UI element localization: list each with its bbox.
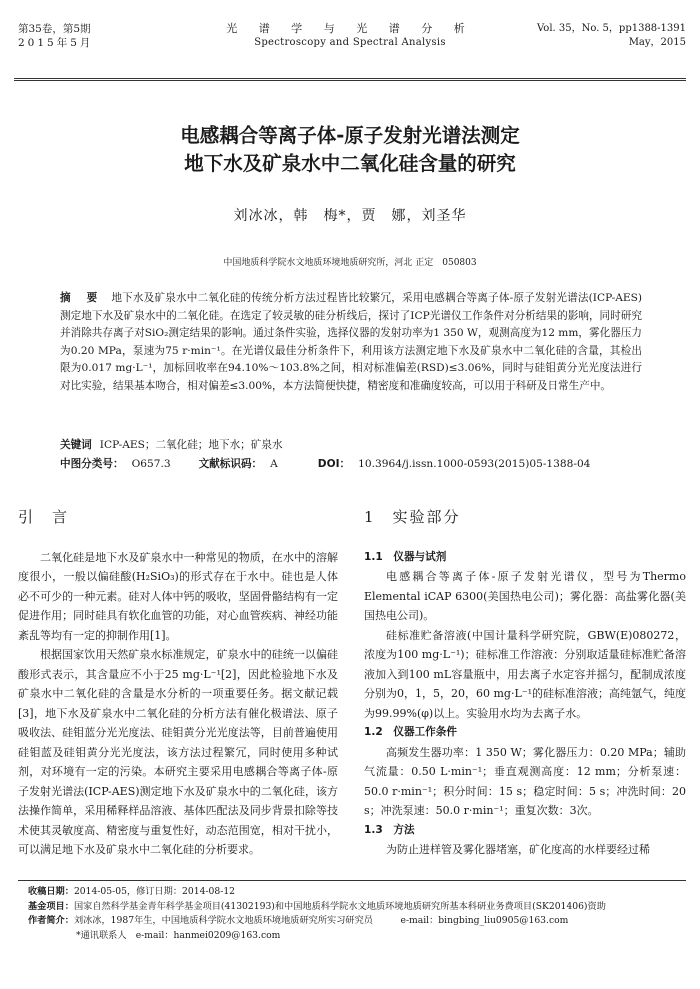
received-label: 收稿日期：	[28, 886, 74, 897]
received-text: 2014-05-05，修订日期：2014-08-12	[73, 886, 236, 897]
section-1-1-title: 1.1 仪器与试剂	[364, 550, 447, 563]
journal-name-en: Spectroscopy and Spectral Analysis	[254, 37, 446, 48]
header-volume-en	[537, 22, 686, 50]
section-1-2-title: 1.2 仪器工作条件	[364, 726, 457, 738]
authors: 刘冰冰，韩 梅*，贾 娜，刘圣华	[233, 208, 467, 224]
received-date	[28, 885, 684, 900]
doc-code-label: 文献标识码：	[198, 458, 263, 470]
title-line-2: 地下水及矿泉水中二氧化硅含量的研究	[184, 152, 516, 175]
date-en: May，2015	[628, 37, 686, 48]
fund-info	[28, 900, 684, 915]
corresponding-author: *通讯联系人 e-mail：hanmei0209@163.com	[76, 929, 281, 941]
volume-issue-zh: 第35卷，第5期	[18, 23, 91, 35]
section-1-2-paragraph: 高频发生器功率：1 350 W；雾化器压力：0.20 MPa；辅助气流量：0.50 L·min⁻¹；垂直观测高度：12 mm；分析泵速：50.0 r·min⁻¹；积分时间：15 s；稳定时间：5 s；冲洗时间：20 s；冲洗泵速：50.0 r·min⁻¹；重复次数：3次。	[364, 745, 686, 817]
author-label: 作者简介：	[28, 915, 74, 926]
section-1-1-paragraph-1: 电感耦合等离子体-原子发射光谱仪，型号为Thermo Elemental iCAP 6300(美国热电公司)；雾化器：高盐雾化器(美国热电公司)。	[364, 570, 686, 622]
footnote-rule	[18, 880, 686, 881]
fund-text: 国家自然科学基金青年科学基金项目(41302193)和中国地质科学院水文地质环境地质研究所基本科研业务费项目(SK201406)资助	[73, 900, 606, 912]
section-1-3-title: 1.3 方法	[364, 823, 415, 836]
experiment-heading: 1 实验部分	[364, 508, 461, 526]
keywords	[60, 437, 642, 453]
abstract-text: 地下水及矿泉水中二氧化硅的传统分析方法过程皆比较繁冗，采用电感耦合等离子体-原子发射光谱法(ICP-AES)测定地下水及矿泉水中的二氧化硅。在选定了较灵敏的硅分析线后，探讨了ICP光谱仪工作条件对分析结果的影响，同时研究并消除共存离子对SiO₂测定结果的影响。通过条件实验，选择仪器的发射功率为1 350 W，观测高度为12 mm，雾化器压力为0.20 MPa，泵速为75 r·min⁻¹。在光谱仪最佳分析条件下，利用该方法测定地下水及矿泉水中二氧化硅的含量，其检出限为0.017 mg·L⁻¹，加标回收率在94.10%～103.8%之间，相对标准偏差(RSD)≤3.06%，同时与硅钼黄分光光度法进行对比实验，结果基本吻合，相对偏差≤3.00%，本方法简便快捷，精密度和准确度较高，可以用于科研及日常生产中。	[60, 292, 642, 392]
author-info	[28, 914, 684, 929]
intro-heading: 引 言	[18, 508, 70, 526]
footnotes	[28, 885, 684, 943]
journal-name-zh: 光 谱 学 与 光 谱 分 析	[226, 22, 474, 35]
intro-column	[18, 508, 338, 860]
clc-text: O657.3	[131, 458, 171, 470]
classification-line	[60, 456, 642, 472]
section-1-3-paragraph: 为防止进样管及雾化器堵塞，矿化度高的水样要经过稀	[386, 843, 650, 856]
intro-paragraph-1: 二氧化硅是地下水及矿泉水中一种常见的物质，在水中的溶解度很小，一般以偏硅酸(H₂SiO₃)的形式存在于水中。硅也是人体必不可少的一种元素。硅对人体中钙的吸收，坚固骨骼结构有一定促进作用；同时硅具有软化血管的功能，对心血管疾病、神经功能紊乱等均有一定的抑制作用[1]。	[18, 550, 338, 642]
header-rule-2	[14, 80, 686, 81]
fund-label: 基金项目：	[28, 900, 74, 912]
header-rule	[14, 78, 686, 79]
clc-label: 中图分类号：	[60, 458, 124, 470]
affiliation: 中国地质科学院水文地质环境地质研究所，河北 正定 050803	[223, 258, 477, 268]
intro-paragraph-2: 根据国家饮用天然矿泉水标准规定，矿泉水中的硅统一以偏硅酸形式表示，其含量应不小于25 mg·L⁻¹[2]，因此检验地下水及矿泉水中二氧化硅的含量是水分析的一项重要任务。据文献记载[3]，地下水及矿泉水中二氧化硅的分析方法有催化极谱法、原子吸收法、硅钼蓝分光光度法、硅钼黄分光光度法等，目前普遍使用硅钼蓝及硅钼黄分光光度法，该方法过程繁冗，同时使用多种试剂，对环境有一定的污染。本研究主要采用电感耦合等离子体-原子发射光谱法(ICP-AES)测定地下水及矿泉水中的二氧化硅，该方法操作简单，采用稀释样品溶液、基体匹配法及同步背景扣除等技术使其灵敏度高、精密度与重复性好，动态范围宽，相对干扰小，可以满足地下水及矿泉水中二氧化硅的分析要求。	[18, 648, 338, 856]
section-1-1-paragraph-2: 硅标准贮备溶液(中国计量科学研究院，GBW(E)080272，浓度为100 mg·L⁻¹)；硅标准工作溶液：分别取适量硅标准贮备溶液加入到100 mL容量瓶中，用去离子水定容并摇匀，配制成浓度分别为0，1，5，20，60 mg·L⁻¹的硅标准溶液；高纯氩气，纯度为99.99%(φ)以上。实验用水均为去离子水。	[364, 628, 686, 720]
abstract	[60, 290, 642, 396]
doi-label: DOI：	[317, 458, 351, 470]
volume-pages-en: Vol. 35，No. 5，pp1388-1391	[537, 23, 686, 34]
keywords-text: ICP-AES；二氧化硅；地下水；矿泉水	[99, 439, 283, 451]
author-text: 刘冰冰，1987年生，中国地质科学院水文地质环境地质研究所实习研究员 e-mail：bingbing_liu0905@163.com	[73, 915, 569, 926]
paper-title	[0, 122, 700, 178]
doc-code-text: A	[270, 458, 278, 470]
date-zh: 2015年5月	[18, 37, 94, 49]
keywords-label: 关键词	[60, 439, 92, 451]
experiment-column	[364, 508, 686, 860]
journal-header	[0, 0, 700, 80]
doi-text: 10.3964/j.issn.1000-0593(2015)05-1388-04	[358, 458, 591, 470]
title-line-1: 电感耦合等离子体-原子发射光谱法测定	[180, 124, 520, 147]
abstract-label: 摘 要	[60, 292, 104, 304]
